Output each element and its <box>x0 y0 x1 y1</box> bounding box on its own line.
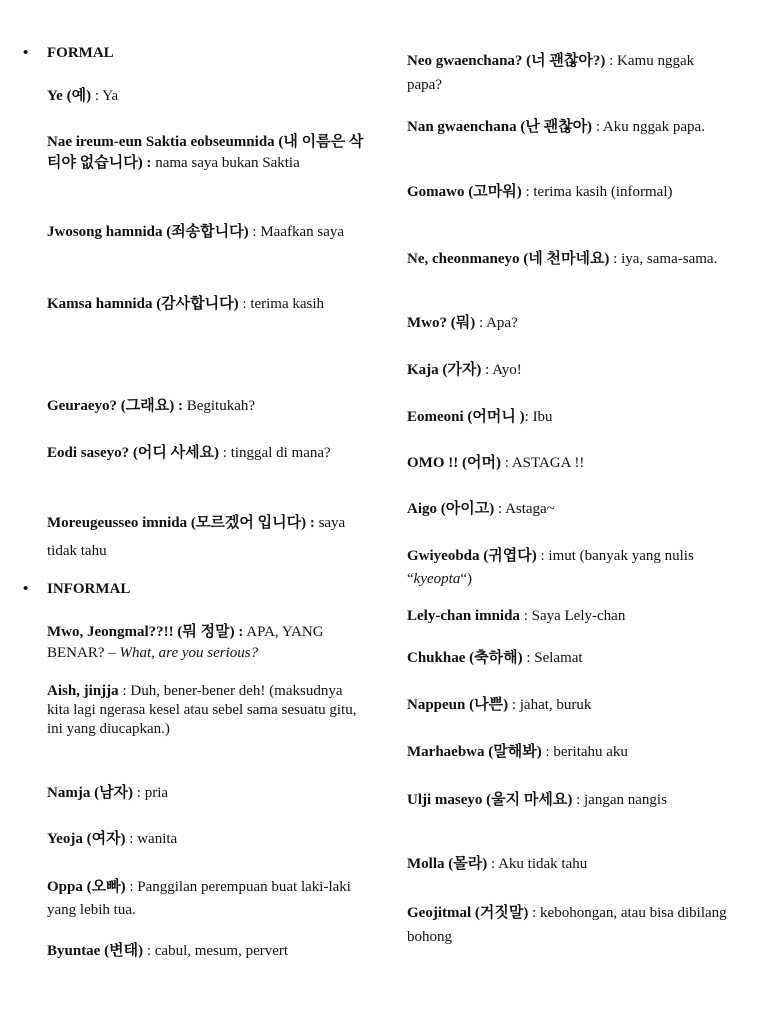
bullet-icon: • <box>23 581 29 597</box>
entry-jwosong: Jwosong hamnida (죄송합니다) : Maafkan saya <box>47 224 345 240</box>
entry-moreugeusseo: Moreugeusseo imnida (모르겠어 입니다) : saya tidak tahu <box>47 515 346 559</box>
entry-eodi: Eodi saseyo? (어디 사세요) : tinggal di mana? <box>47 445 331 461</box>
entry-gwiyeobda: Gwiyeobda (귀엽다) : imut (banyak yang nulis “kyeopta“) <box>407 548 694 587</box>
entry-namja: Namja (남자) : pria <box>47 785 169 801</box>
informal-heading <box>23 579 131 600</box>
entry-ne-cheonmaneyo: Ne, cheonmaneyo (네 천마네요) : iya, sama-sama. <box>407 251 718 267</box>
entry-mwo-jeongmal: Mwo, Jeongmal??!! (뭐 정말) : APA, YANG BENAR? – What, are you serious? <box>47 624 324 661</box>
heading-label: FORMAL <box>47 45 114 61</box>
entry-geuraeyo: Geuraeyo? (그래요) : Begitukah? <box>47 398 256 414</box>
entry-ye: Ye (예) : Ya <box>47 88 119 104</box>
entry-ulji-maseyo: Ulji maseyo (울지 마세요) : jangan nangis <box>407 792 667 808</box>
entry-neo-gwaenchana: Neo gwaenchana? (너 괜찮아?) : Kamu nggak papa? <box>407 53 695 93</box>
entry-nae-ireum: Nae ireum-eun Saktia eobseumnida (내 이름은 삭티야 없습니다) : nama saya bukan Saktia <box>47 134 364 171</box>
entry-nan-gwaenchana: Nan gwaenchana (난 괜찮아) : Aku nggak papa. <box>407 119 705 135</box>
entry-mwo: Mwo? (뭐) : Apa? <box>407 315 518 331</box>
entry-molla: Molla (몰라) : Aku tidak tahu <box>407 856 588 872</box>
entry-kaja: Kaja (가자) : Ayo! <box>407 362 522 378</box>
entry-eomeoni: Eomeoni (어머니 ): Ibu <box>407 409 553 425</box>
heading-label: INFORMAL <box>47 581 131 597</box>
entry-marhaebwa: Marhaebwa (말해봐) : beritahu aku <box>407 744 628 760</box>
entry-yeoja: Yeoja (여자) : wanita <box>47 831 178 847</box>
entry-byuntae: Byuntae (변태) : cabul, mesum, pervert <box>47 943 289 959</box>
entry-omo: OMO !! (어머) : ASTAGA !! <box>407 455 585 471</box>
entry-kamsa: Kamsa hamnida (감사합니다) : terima kasih <box>47 296 325 312</box>
entry-gomawo: Gomawo (고마워) : terima kasih (informal) <box>407 184 673 200</box>
entry-geojitmal: Geojitmal (거짓말) : kebohongan, atau bisa dibilang bohong <box>407 905 727 945</box>
entry-oppa: Oppa (오빠) : Panggilan perempuan buat laki-laki yang lebih tua. <box>47 879 351 918</box>
entry-nappeun: Nappeun (나쁜) : jahat, buruk <box>407 697 592 713</box>
entry-aigo: Aigo (아이고) : Astaga~ <box>407 501 555 517</box>
entry-aish-jinjja: Aish, jinjja : Duh, bener-bener deh! (maksudnya kita lagi ngerasa kesel atau sebel sama sesuatu gitu, ini yang diucapkan.) <box>47 683 357 737</box>
entry-lely-chan: Lely-chan imnida : Saya Lely-chan <box>407 608 626 624</box>
formal-heading <box>23 43 114 64</box>
entry-chukhae: Chukhae (축하해) : Selamat <box>407 650 583 666</box>
bullet-icon: • <box>23 45 29 61</box>
